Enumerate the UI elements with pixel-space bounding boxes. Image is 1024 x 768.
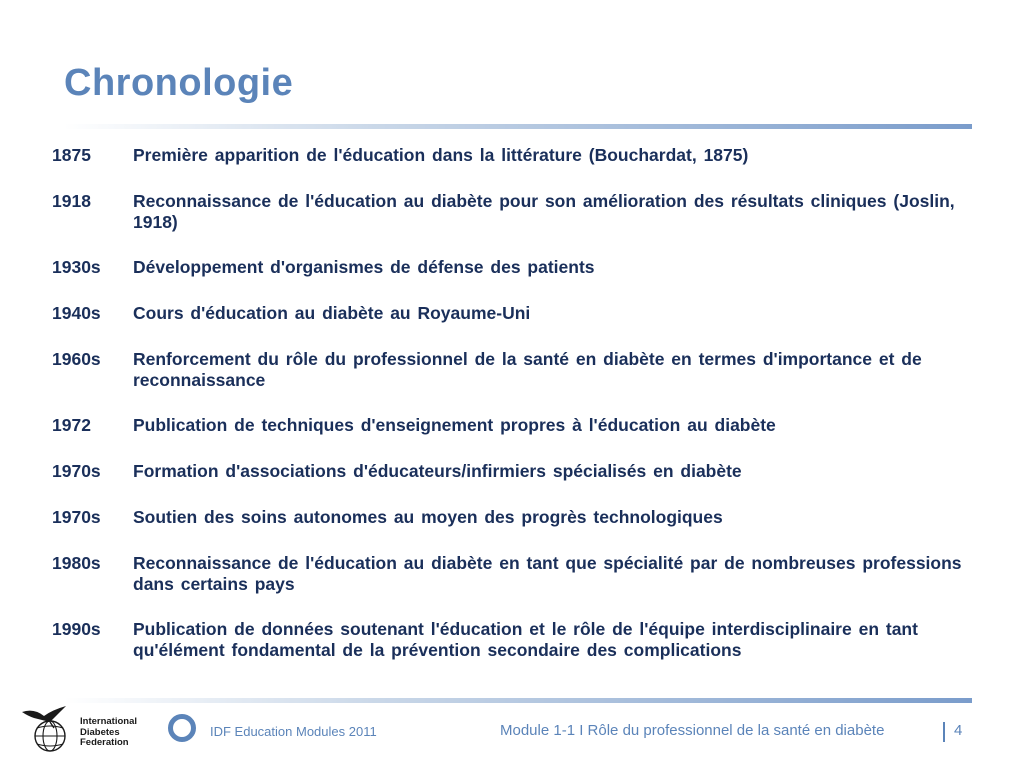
- footer-separator: [943, 722, 945, 742]
- timeline-text: Formation d'associations d'éducateurs/infirmiers spécialisés en diabète: [133, 461, 742, 481]
- timeline-text: Soutien des soins autonomes au moyen des progrès technologiques: [133, 507, 723, 527]
- timeline-year: 1980s: [52, 553, 101, 573]
- title-divider: [64, 124, 972, 129]
- timeline-text: Cours d'éducation au diabète au Royaume-Uni: [133, 303, 531, 323]
- timeline-text: Reconnaissance de l'éducation au diabète pour son amélioration des résultats cliniques (Joslin, 1918): [133, 191, 955, 232]
- timeline-text: Publication de données soutenant l'éducation et le rôle de l'équipe interdisciplinaire en tant qu'élément fondamental de la prévention secondaire des complications: [133, 619, 918, 660]
- timeline-year: 1970s: [52, 507, 101, 527]
- timeline-year: 1940s: [52, 303, 101, 323]
- idf-organization-name: [80, 717, 150, 749]
- modules-label: IDF Education Modules 2011: [210, 724, 377, 739]
- timeline-text: Publication de techniques d'enseignement propres à l'éducation au diabète: [133, 415, 776, 435]
- org-name-line: International: [80, 716, 138, 727]
- timeline-year: 1970s: [52, 461, 101, 481]
- timeline-list: [52, 145, 992, 685]
- timeline-year: 1990s: [52, 619, 101, 639]
- org-name-line: Diabetes: [80, 726, 120, 738]
- timeline-year: 1972: [52, 415, 91, 435]
- timeline-text: Reconnaissance de l'éducation au diabète en tant que spécialité par de nombreuses professions dans certains pays: [133, 553, 962, 594]
- blue-ring-icon: [168, 714, 196, 742]
- module-title: Module 1-1 I Rôle du professionnel de la santé en diabète: [500, 722, 885, 739]
- timeline-item: [52, 461, 992, 482]
- org-name-line: Federation: [80, 737, 129, 748]
- slide-title: Chronologie: [64, 62, 294, 104]
- timeline-year: 1918: [52, 191, 91, 211]
- timeline-item: [52, 415, 992, 436]
- timeline-item: [52, 349, 992, 391]
- page-number: 4: [954, 722, 963, 739]
- timeline-item: [52, 303, 992, 324]
- timeline-item: [52, 257, 992, 278]
- timeline-year: 1960s: [52, 349, 101, 369]
- timeline-item: [52, 145, 992, 166]
- timeline-item: [52, 619, 992, 661]
- timeline-year: 1875: [52, 145, 91, 165]
- timeline-year: 1930s: [52, 257, 101, 277]
- footer: [0, 700, 1024, 768]
- timeline-item: [52, 553, 992, 595]
- idf-bird-globe-icon: [20, 702, 80, 758]
- timeline-text: Développement d'organismes de défense des patients: [133, 257, 595, 277]
- timeline-text: Première apparition de l'éducation dans la littérature (Bouchardat, 1875): [133, 145, 749, 165]
- timeline-text: Renforcement du rôle du professionnel de la santé en diabète en termes d'importance et de reconnaissance: [133, 349, 922, 390]
- timeline-item: [52, 191, 992, 233]
- timeline-item: [52, 507, 992, 528]
